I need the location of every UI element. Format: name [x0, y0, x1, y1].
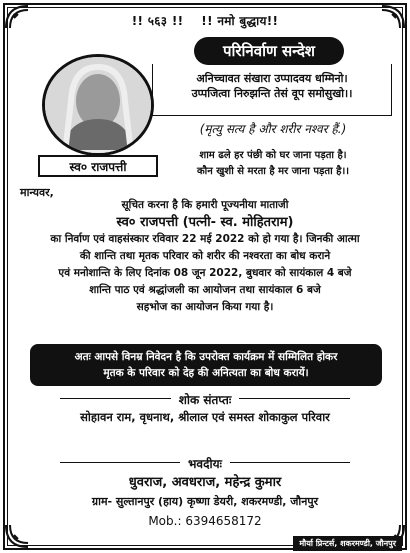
greeting: मान्यवर, — [20, 186, 54, 199]
truth-quote: (मृत्यु सत्य है और शरीर नश्वर हैं.) — [199, 122, 347, 136]
header-line — [0, 12, 410, 29]
body-line: सहभोज का आयोजन किया गया है। — [136, 301, 274, 313]
couplet-line: शाम ढले हर पंछी को घर जाना पड़ता है। — [199, 150, 347, 161]
address: ग्राम- सुल्तानपुर (हाय) कृष्णा डेयरी, शकरमण्डी, जौनपुर — [91, 495, 319, 508]
announcement-paragraph — [16, 197, 394, 316]
appeal-banner — [30, 344, 382, 386]
appeal-line: मृतक के परिवार को देह की अनित्यता का बोध करायें। — [103, 367, 309, 379]
body-line: सूचित करना है कि हमारी पूज्यनीया माताजी — [121, 199, 289, 211]
appeal-line: अतः आपसे विनम्र निवेदन है कि उपरोक्त कार्यक्रम में सम्मिलित होकर — [74, 351, 338, 363]
mourners-label-text: शोक संतप्तः — [171, 393, 240, 407]
couplet-line: कौन खुशी से मरता है मर जाना पड़ता है।। — [196, 166, 350, 177]
body-line: एवं मनोशान्ति के लिए दिनांक 08 जून 2022, बुधवार को सायंकाल 4 बजे — [58, 267, 352, 279]
deceased-name-label: स्व० राजपत्ती — [38, 155, 158, 177]
body-line: का निर्वाण एवं वाहसंस्कार रविवार 22 मई 2022 को हो गया है। जिनकी आत्मा — [50, 233, 360, 245]
shloka-line: अनिच्चावत संखारा उप्पादवय धम्मिनो। — [196, 72, 348, 85]
signatories-names: धुवराज, अवधराज, महेन्द्र कुमार — [128, 475, 282, 490]
body-line: की शान्ति तथा मृतक परिवार को शरीर की नश्वरता का बोध कराने — [79, 250, 331, 262]
printer-credit: मौर्या प्रिन्टर्स, शकरमण्डी, जौनपुर — [293, 536, 402, 551]
signatories-label-text: भवदीयः — [180, 457, 230, 471]
shloka-line: उप्पजित्वा निरुझन्ति तेसं वूप समोसुखो।। — [191, 87, 353, 100]
header-salutation: !! नमो बुद्धाय!! — [201, 14, 279, 28]
portrait-photo — [42, 54, 154, 156]
couplet — [150, 148, 396, 180]
body-line-name: स्व० राजपत्ती (पत्नी- स्व. मोहितराम) — [116, 215, 294, 230]
mourners-names: सोहावन राम, वृधनाथ, श्रीलाल एवं समस्त शोकाकुल परिवार — [80, 410, 330, 424]
body-line: शान्ति पाठ एवं श्रद्धांजली का आयोजन तथा सायंकाल 6 बजे — [89, 284, 321, 296]
mourners-label — [0, 391, 410, 408]
signatories-label — [0, 455, 410, 472]
shloka-box — [152, 64, 392, 116]
page-title: परिनिर्वाण सन्देश — [194, 37, 344, 65]
serial-number: !! ५६३ !! — [131, 14, 184, 28]
mobile-number: Mob.: 6394658172 — [148, 514, 262, 528]
